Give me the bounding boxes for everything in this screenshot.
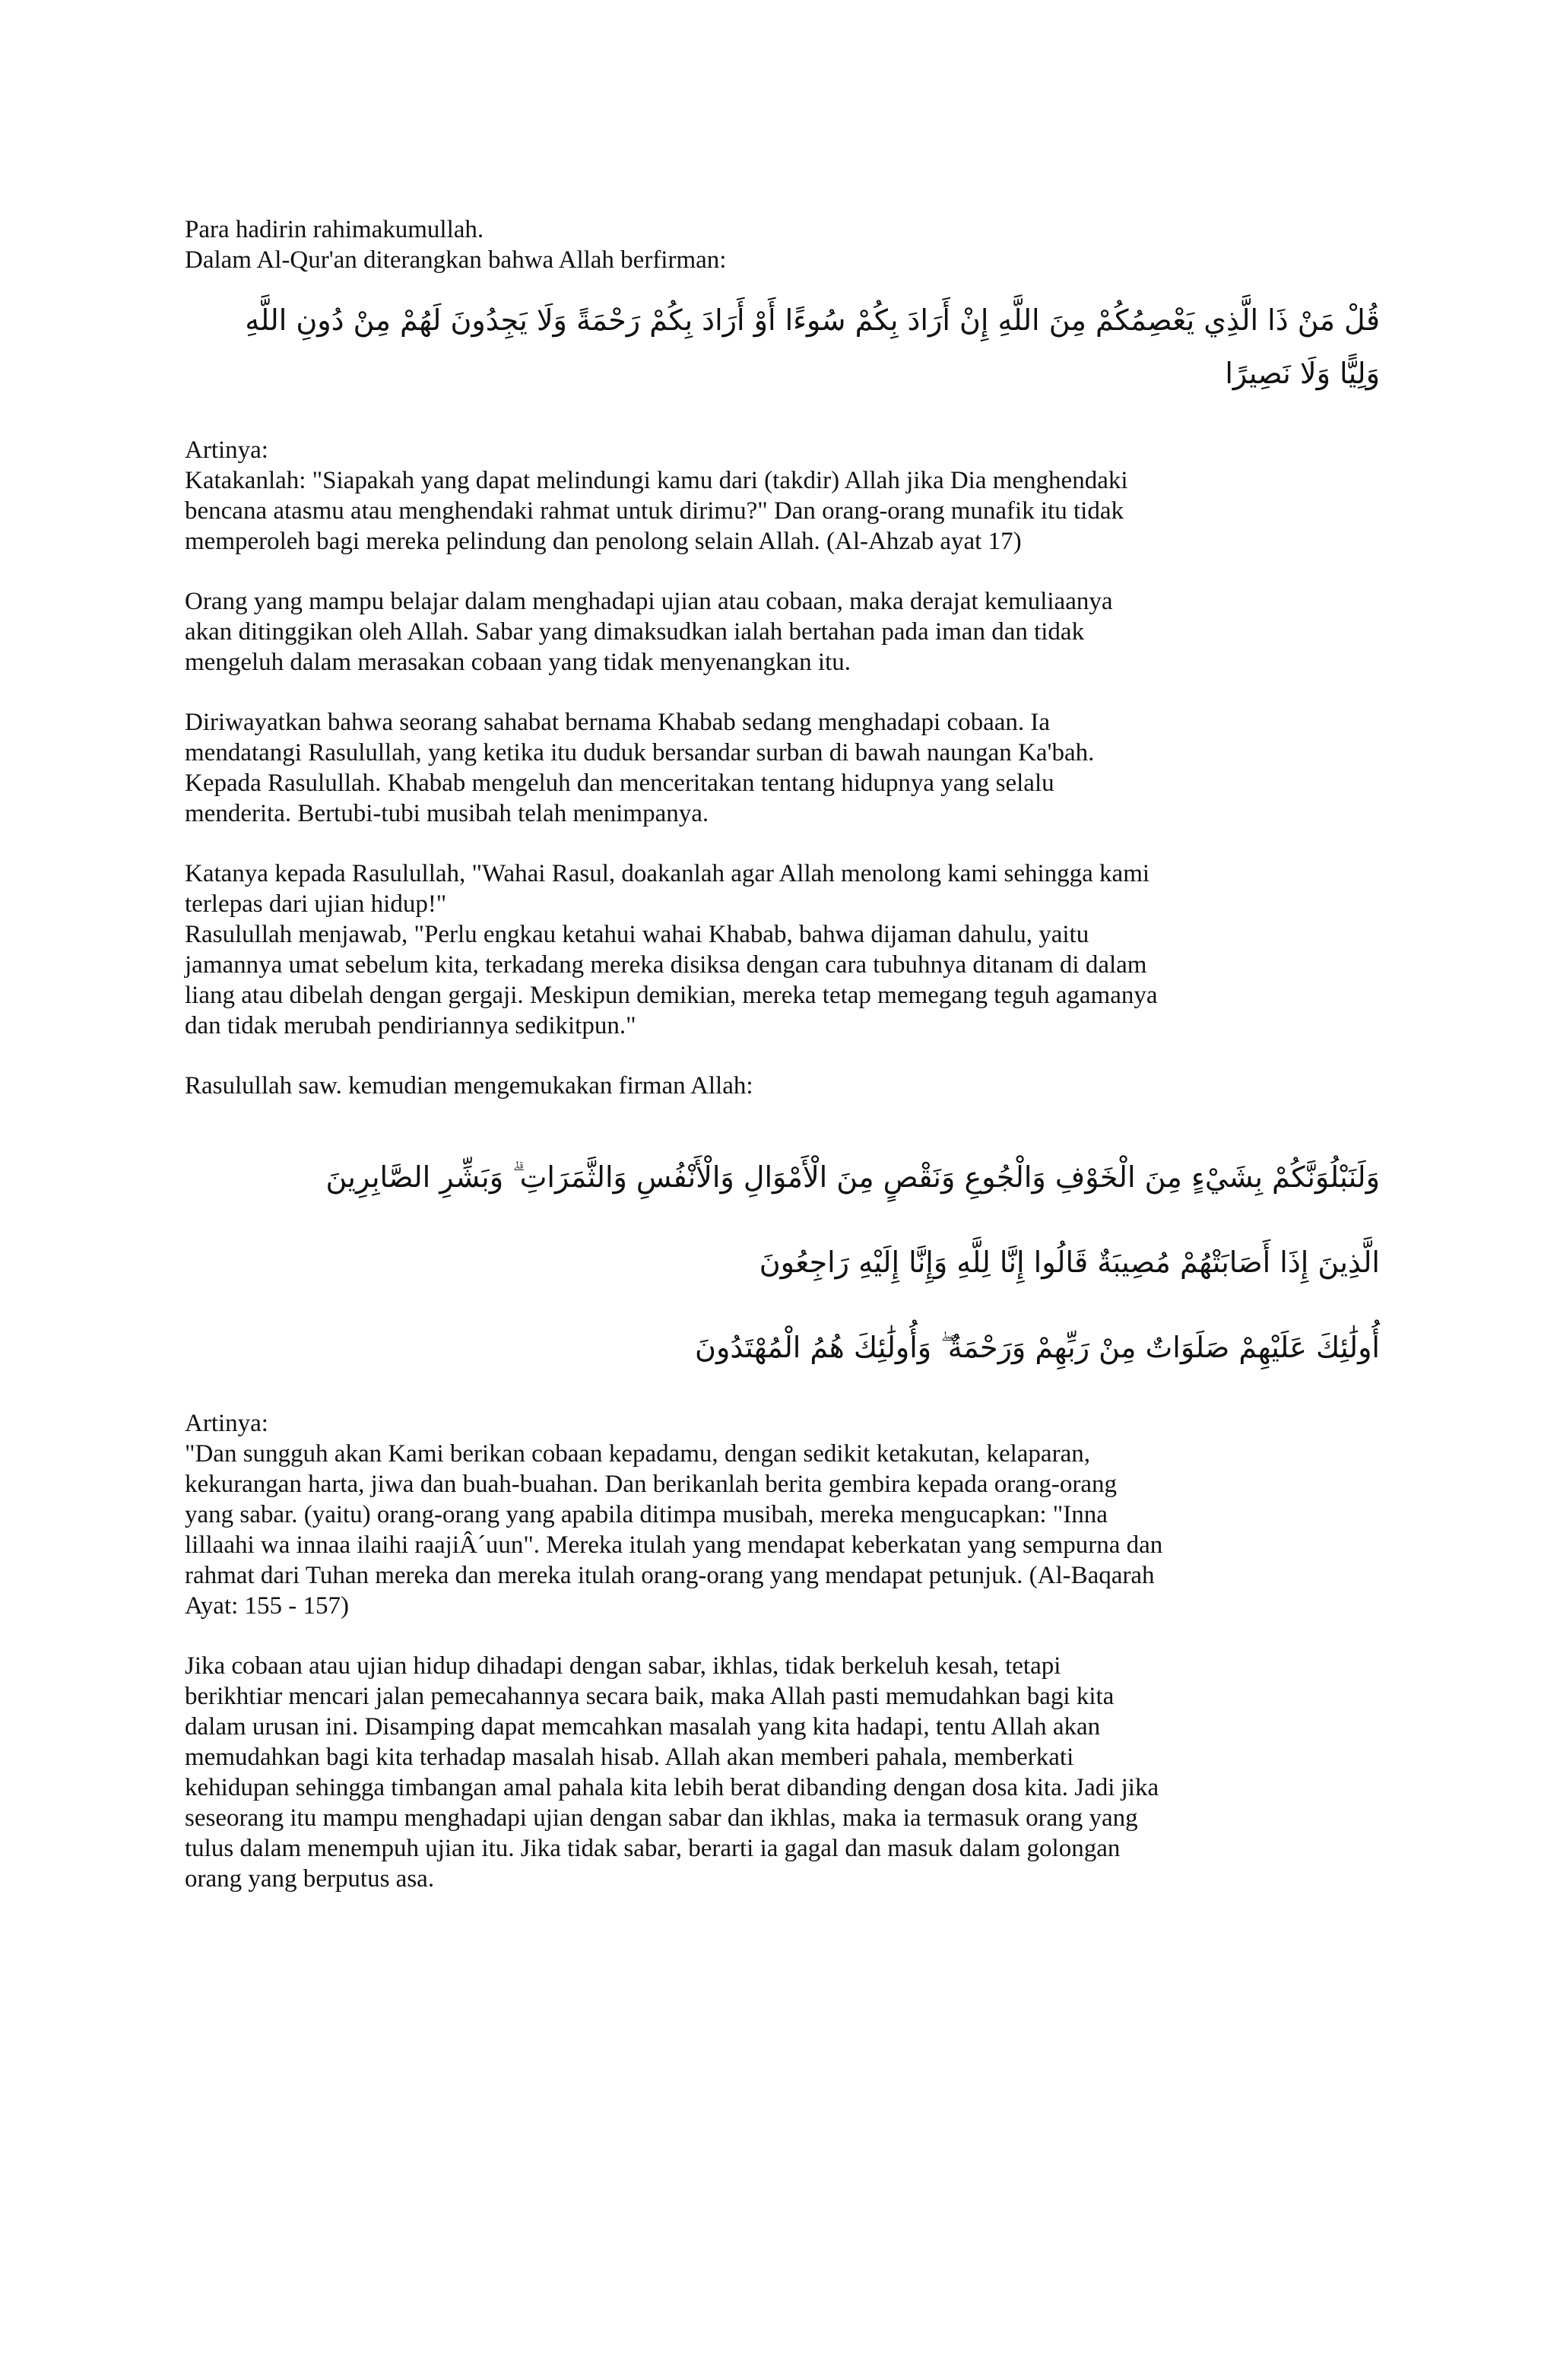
text-line: akan ditinggikan oleh Allah. Sabar yang dimaksudkan ialah bertahan pada iman dan tidak [185, 618, 1085, 646]
text-line: Rasulullah menjawab, "Perlu engkau ketahui wahai Khabab, bahwa dijaman dahulu, yaitu [185, 921, 1089, 948]
text-line: bencana atasmu atau menghendaki rahmat untuk dirimu?" Dan orang-orang munafik itu tidak [185, 497, 1124, 525]
quran-verse-al-ahzab-17 [185, 294, 1380, 400]
text-line: Orang yang mampu belajar dalam menghadapi ujian atau cobaan, maka derajat kemuliaanya [185, 588, 1113, 615]
text-line: menderita. Bertubi-tubi musibah telah menimpanya. [185, 800, 709, 827]
paragraph-firman-intro [185, 1071, 1380, 1101]
text-line: memudahkan bagi kita terhadap masalah hisab. Allah akan memberi pahala, memberkati [185, 1744, 1074, 1771]
intro-line: Dalam Al-Qur'an diterangkan bahwa Allah berfirman: [185, 246, 727, 274]
document-page [185, 214, 1380, 1924]
paragraph-closing [185, 1651, 1380, 1894]
translation-al-baqarah [185, 1408, 1380, 1621]
text-line: memperoleh bagi mereka pelindung dan penolong selain Allah. (Al-Ahzab ayat 17) [185, 528, 1022, 555]
greeting-line: Para hadirin rahimakumullah. [185, 216, 484, 243]
translation-heading: Artinya: [185, 436, 268, 464]
text-line: Katanya kepada Rasulullah, "Wahai Rasul, doakanlah agar Allah menolong kami sehingga kami [185, 860, 1150, 887]
text-line: seseorang itu mampu menghadapi ujian dengan sabar dan ikhlas, maka ia termasuk orang yang [185, 1804, 1138, 1832]
arabic-line: وَلِيًّا وَلَا نَصِيرًا [1225, 357, 1380, 390]
translation-al-ahzab [185, 435, 1380, 557]
text-line: Katakanlah: "Siapakah yang dapat melindungi kamu dari (takdir) Allah jika Dia menghendaki [185, 467, 1128, 494]
text-line: terlepas dari ujian hidup!" [185, 890, 447, 918]
translation-heading: Artinya: [185, 1410, 268, 1437]
text-line: kehidupan sehingga timbangan amal pahala kita lebih berat dibanding dengan dosa kita. Jadi jika [185, 1774, 1159, 1801]
arabic-line: وَلَنَبْلُوَنَّكُمْ بِشَيْءٍ مِنَ الْخَوْفِ وَالْجُوعِ وَنَقْصٍ مِنَ الْأَمْوَالِ وَالْأَنْفُسِ وَالثَّمَرَاتِ ۗ وَبَشِّرِ الصَّابِرِينَ [325, 1160, 1380, 1194]
text-line: Rasulullah saw. kemudian mengemukakan firman Allah: [185, 1072, 753, 1100]
arabic-line: أُولَٰئِكَ عَلَيْهِمْ صَلَوَاتٌ مِنْ رَبِّهِمْ وَرَحْمَةٌ ۖ وَأُولَٰئِكَ هُمُ الْمُهْتَدُونَ [695, 1331, 1380, 1364]
text-line: jamannya umat sebelum kita, terkadang mereka disiksa dengan cara tubuhnya ditanam di dalam [185, 951, 1147, 979]
text-line: dan tidak merubah pendiriannya sedikitpun." [185, 1012, 636, 1039]
quran-verse-al-baqarah-155-157 [185, 1134, 1380, 1390]
text-line: liang atau dibelah dengan gergaji. Meskipun demikian, mereka tetap memegang teguh agamanya [185, 982, 1158, 1009]
text-line: Diriwayatkan bahwa seorang sahabat bernama Khabab sedang menghadapi cobaan. Ia [185, 709, 1051, 736]
arabic-line: قُلْ مَنْ ذَا الَّذِي يَعْصِمُكُمْ مِنَ اللَّهِ إِنْ أَرَادَ بِكُمْ سُوءًا أَوْ أَرَادَ بِكُمْ رَحْمَةً وَلَا يَجِدُونَ لَهُمْ مِنْ دُونِ اللَّهِ [245, 303, 1380, 337]
paragraph-dialogue [185, 858, 1380, 1041]
intro-paragraph [185, 214, 1380, 275]
text-line: Kepada Rasulullah. Khabab mengeluh dan menceritakan tentang hidupnya yang selalu [185, 770, 1054, 797]
text-line: orang yang berputus asa. [185, 1865, 435, 1893]
arabic-line: الَّذِينَ إِذَا أَصَابَتْهُمْ مُصِيبَةٌ قَالُوا إِنَّا لِلَّهِ وَإِنَّا إِلَيْهِ رَاجِعُونَ [759, 1246, 1380, 1279]
text-line: mendatangi Rasulullah, yang ketika itu duduk bersandar surban di bawah naungan Ka'bah. [185, 739, 1095, 766]
text-line: berikhtiar mencari jalan pemecahannya secara baik, maka Allah pasti memudahkan bagi kita [185, 1683, 1115, 1710]
text-line: lillaahi wa innaa ilaihi raajiÂ´uun". Mereka itulah yang mendapat keberkatan yang sempurna dan [185, 1531, 1163, 1559]
paragraph-khabab [185, 707, 1380, 829]
text-line: Ayat: 155 - 157) [185, 1592, 350, 1620]
text-line: mengeluh dalam merasakan cobaan yang tidak menyenangkan itu. [185, 649, 851, 676]
text-line: Jika cobaan atau ujian hidup dihadapi dengan sabar, ikhlas, tidak berkeluh kesah, tetapi [185, 1652, 1061, 1680]
text-line: yang sabar. (yaitu) orang-orang yang apabila ditimpa musibah, mereka mengucapkan: "Inna [185, 1501, 1108, 1528]
text-line: tulus dalam menempuh ujian itu. Jika tidak sabar, berarti ia gagal dan masuk dalam golongan [185, 1835, 1121, 1862]
text-line: "Dan sungguh akan Kami berikan cobaan kepadamu, dengan sedikit ketakutan, kelaparan, [185, 1440, 1090, 1468]
paragraph-sabar [185, 586, 1380, 678]
text-line: kekurangan harta, jiwa dan buah-buahan. Dan berikanlah berita gembira kepada orang-orang [185, 1471, 1117, 1498]
text-line: dalam urusan ini. Disamping dapat memcahkan masalah yang kita hadapi, tentu Allah akan [185, 1713, 1101, 1741]
text-line: rahmat dari Tuhan mereka dan mereka itulah orang-orang yang mendapat petunjuk. (Al-Baqarah [185, 1562, 1155, 1589]
